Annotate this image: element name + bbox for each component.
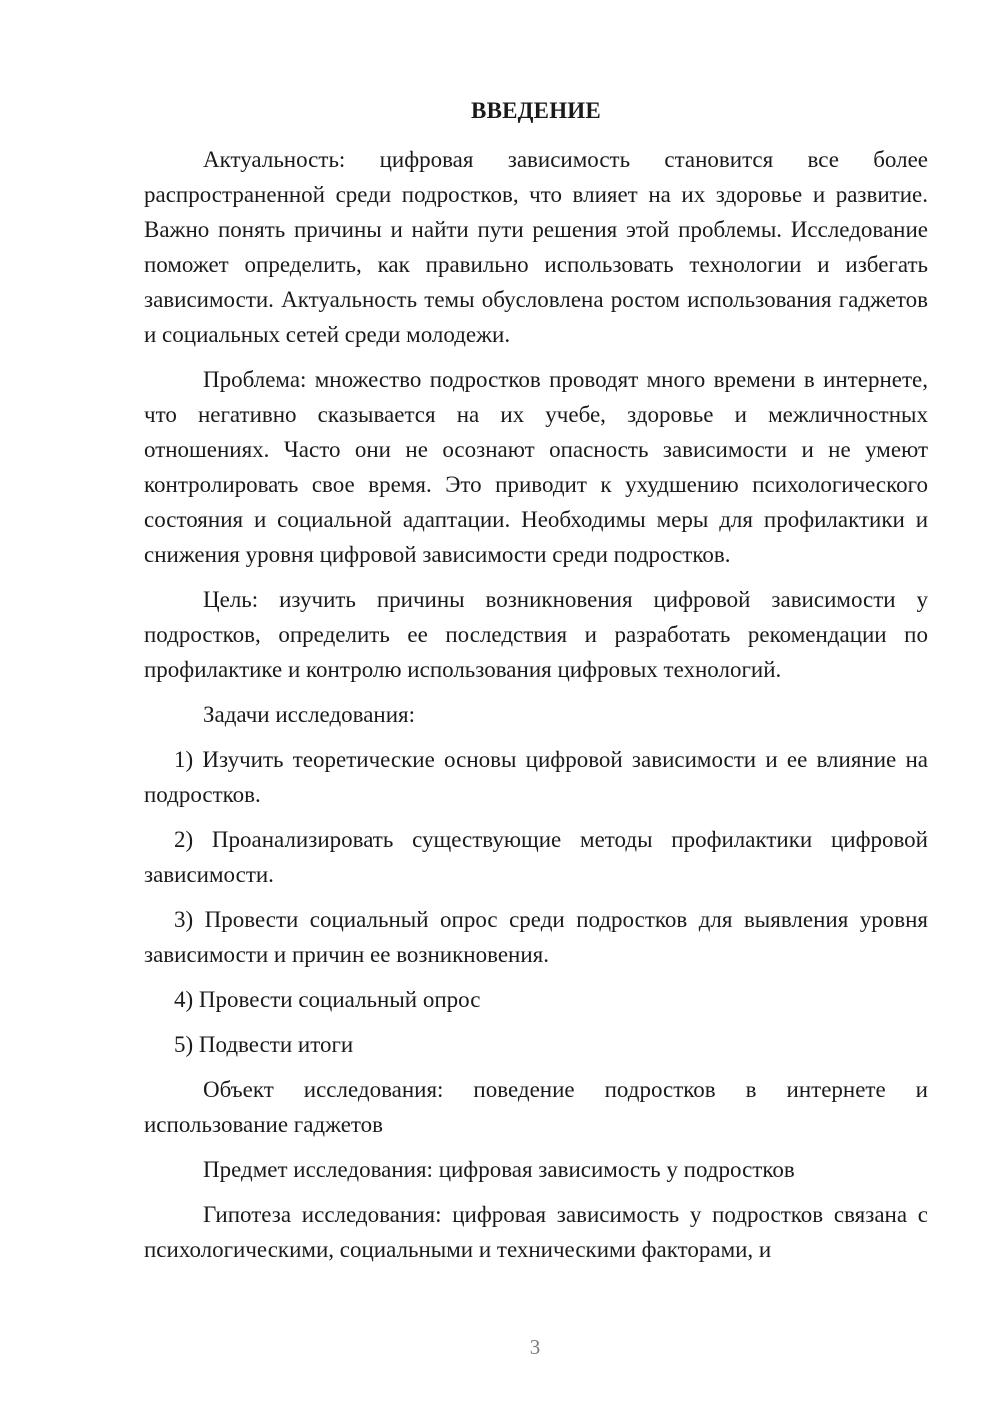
page-content — [144, 93, 928, 1267]
paragraph-relevance: Актуальность: цифровая зависимость становится все более распространенной среди подростков, что влияет на их здоровье и развитие. Важно понять причины и найти пути решения этой проблемы. Исследование поможет определить, как правильно использовать технологии и избегать зависимости. Актуальность темы обусловлена ростом использования гаджетов и социальных сетей среди молодежи. — [144, 147, 928, 347]
page-title: ВВЕДЕНИЕ — [471, 98, 601, 123]
task-item-3: 3) Провести социальный опрос среди подростков для выявления уровня зависимости и причин ее возникновения. — [144, 907, 928, 967]
paragraph-object: Объект исследования: поведение подростков в интернете и использование гаджетов — [144, 1077, 928, 1137]
page-number: 3 — [529, 1335, 541, 1359]
paragraph-hypothesis: Гипотеза исследования: цифровая зависимость у подростков связана с психологическими, социальными и техническими факторами, и — [144, 1202, 928, 1262]
tasks-heading: Задачи исследования: — [203, 702, 416, 727]
paragraph-goal: Цель: изучить причины возникновения цифровой зависимости у подростков, определить ее последствия и разработать рекомендации по профилактике и контролю использования цифровых технологий. — [144, 587, 928, 682]
task-item-1: 1) Изучить теоретические основы цифровой зависимости и ее влияние на подростков. — [144, 747, 928, 807]
task-item-5: 5) Подвести итоги — [174, 1032, 354, 1057]
task-item-4: 4) Провести социальный опрос — [174, 987, 481, 1012]
paragraph-problem: Проблема: множество подростков проводят много времени в интернете, что негативно сказывается на их учебе, здоровье и межличностных отношениях. Часто они не осознают опасность зависимости и не умеют контролировать свое время. Это приводит к ухудшению психологического состояния и социальной адаптации. Необходимы меры для профилактики и снижения уровня цифровой зависимости среди подростков. — [144, 367, 928, 567]
paragraph-subject: Предмет исследования: цифровая зависимость у подростков — [203, 1157, 795, 1182]
task-item-2: 2) Проанализировать существующие методы профилактики цифровой зависимости. — [144, 827, 928, 887]
